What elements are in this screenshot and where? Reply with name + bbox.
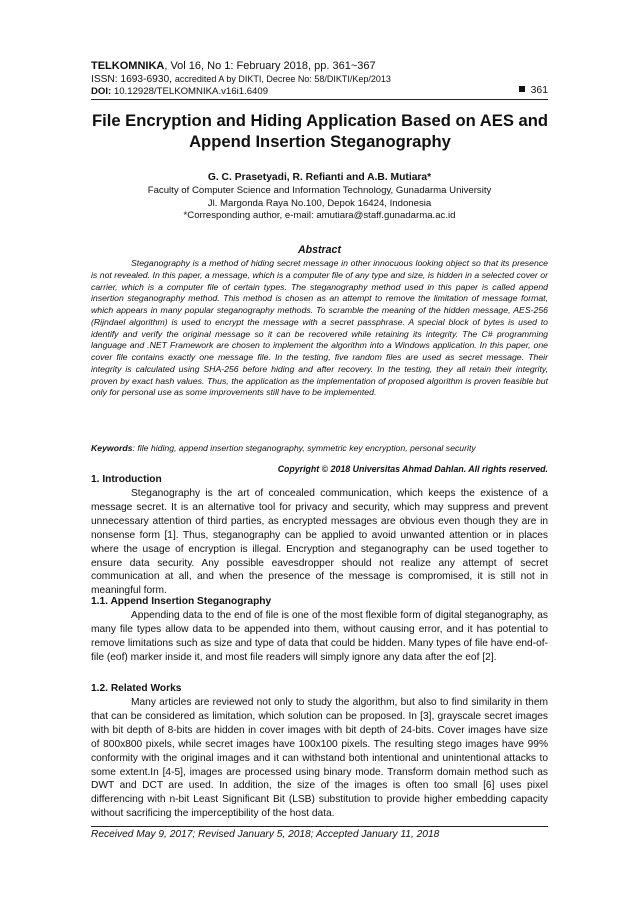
section-heading-append-insertion: 1.1. Append Insertion Steganography: [91, 596, 272, 607]
authors: G. C. Prasetyadi, R. Refianti and A.B. Mutiara*: [207, 172, 432, 183]
affiliation: [91, 185, 548, 223]
section-heading-introduction: 1. Introduction: [91, 474, 162, 485]
doi-line: [91, 86, 548, 99]
keywords: [91, 443, 548, 453]
page-number-value: 361: [530, 85, 548, 96]
journal-name: TELKOMNIKA: [91, 60, 165, 72]
journal-header: [91, 60, 548, 99]
related-works-paragraph: Many articles are reviewed not only to study the algorithm, but also to find similarity in them that can be considered as limitation, which solution can be proposed. In [3], grayscale secret images with bit depth of 8-bits are hidden in cover images with bit depth of 24-bits. Cover images have size of 800x800 pixels, while secret images have 100x100 pixels. The resulting stego images have 99% conformity with the original images and it can withstand both intentional and unintentional attacks to some extent.In [4-5], images are processed using binary mode. Transform domain method such as DWT and DCT are used. In addition, the size of the images is often too small [6] uses pixel differencing with n-bit Least Significant Bit (LSB) substitution to provide higher embedding capacity without sacrificing the imperceptibility of the host data.: [91, 697, 548, 820]
abstract-text: Steganography is a method of hiding secret message in other innocuous looking object so that its presence is not revealed. In this paper, a message, which is a computer file of any type and size, is hidden in a selected cover or carrier, which is a computer file of certain types. The steganography method used in this paper is called append insertion steganography method. This method is chosen as an attempt to remove the limitation of message format, which appears in many popular steganography methods. To scramble the meaning of the hidden message, AES-256 (Rijndael algorithm) is used to encrypt the message with a secret passphrase. A special block of bytes is used to identify and verify the original message so it can be recovered while retaining its integrity. The C# programming language and .NET Framework are chosen to implement the algorithm into a Windows application. In this paper, one cover file contains exactly one message file. In the testing, five random files are used as secret message. Their integrity is calculated using SHA-256 before hiding and after recovery. In the testing, they all retain their integrity, proven by exact hash values. Thus, the application as the implementation of proposed algorithm is proven feasible but only for personal use as some improvements still have to be implemented.: [91, 258, 548, 398]
issn: ISSN: 1693-6930,: [91, 73, 175, 85]
issn-line: [91, 73, 548, 87]
page-number: [519, 85, 548, 98]
header-divider: [91, 99, 548, 100]
keywords-label: Keywords: [91, 443, 133, 453]
affiliation-line: Jl. Margonda Raya No.100, Depok 16424, Indonesia: [207, 197, 432, 209]
keywords-text: : file hiding, append insertion steganography, symmetric key encryption, personal security: [132, 443, 476, 453]
accreditation: accredited A by DIKTI, Decree No: 58/DIKTI/Kep/2013: [174, 73, 391, 84]
journal-line: [91, 60, 548, 73]
volume-info: , Vol 16, No 1: February 2018, pp. 361~367: [164, 60, 376, 72]
doi-value: 10.12928/TELKOMNIKA.v16i1.6409: [113, 86, 269, 98]
affiliation-line: Faculty of Computer Science and Information Technology, Gunadarma University: [147, 185, 492, 196]
square-bullet-icon: [519, 86, 525, 92]
footer-divider: [91, 826, 548, 827]
introduction-paragraph: Steganography is the art of concealed communication, which keeps the existence of a message secret. It is an alternative tool for privacy and security, which may suppress and prevent unnecessary attention of third parties, as encrypted messages are obvious even though they are in nonsense form [1]. Thus, steganography can be applied to avoid unwanted attention or in places where the usage of encryption is illegal. Encryption and steganography can be used together to ensure data security. Any possible eavesdropper should not realize any attempt of secret communication at all, and when the presence of the message is compromised, it is still not in meaningful form.: [91, 488, 548, 597]
copyright-notice: Copyright © 2018 Universitas Ahmad Dahlan. All rights reserved.: [277, 464, 548, 474]
doi-label: DOI:: [91, 86, 114, 98]
corresponding-author: *Corresponding author, e-mail: amutiara@staff.gunadarma.ac.id: [183, 210, 456, 222]
received-dates: Received May 9, 2017; Revised January 5, 2018; Accepted January 11, 2018: [91, 829, 440, 840]
section-heading-related-works: 1.2. Related Works: [91, 683, 182, 694]
abstract-heading: Abstract: [298, 244, 341, 256]
append-insertion-paragraph: Appending data to the end of file is one of the most flexible form of digital steganography, as many file types allow data to be appended into them, without causing error, and it has potential to remove limitations such as size and type of data that could be hidden. Many types of file have end-of-file (eof) marker inside it, and most file readers will simply ignore any data after the eof [2].: [91, 610, 548, 663]
paper-title: File Encryption and Hiding Application Based on AES and Append Insertion Steganography: [91, 111, 549, 151]
